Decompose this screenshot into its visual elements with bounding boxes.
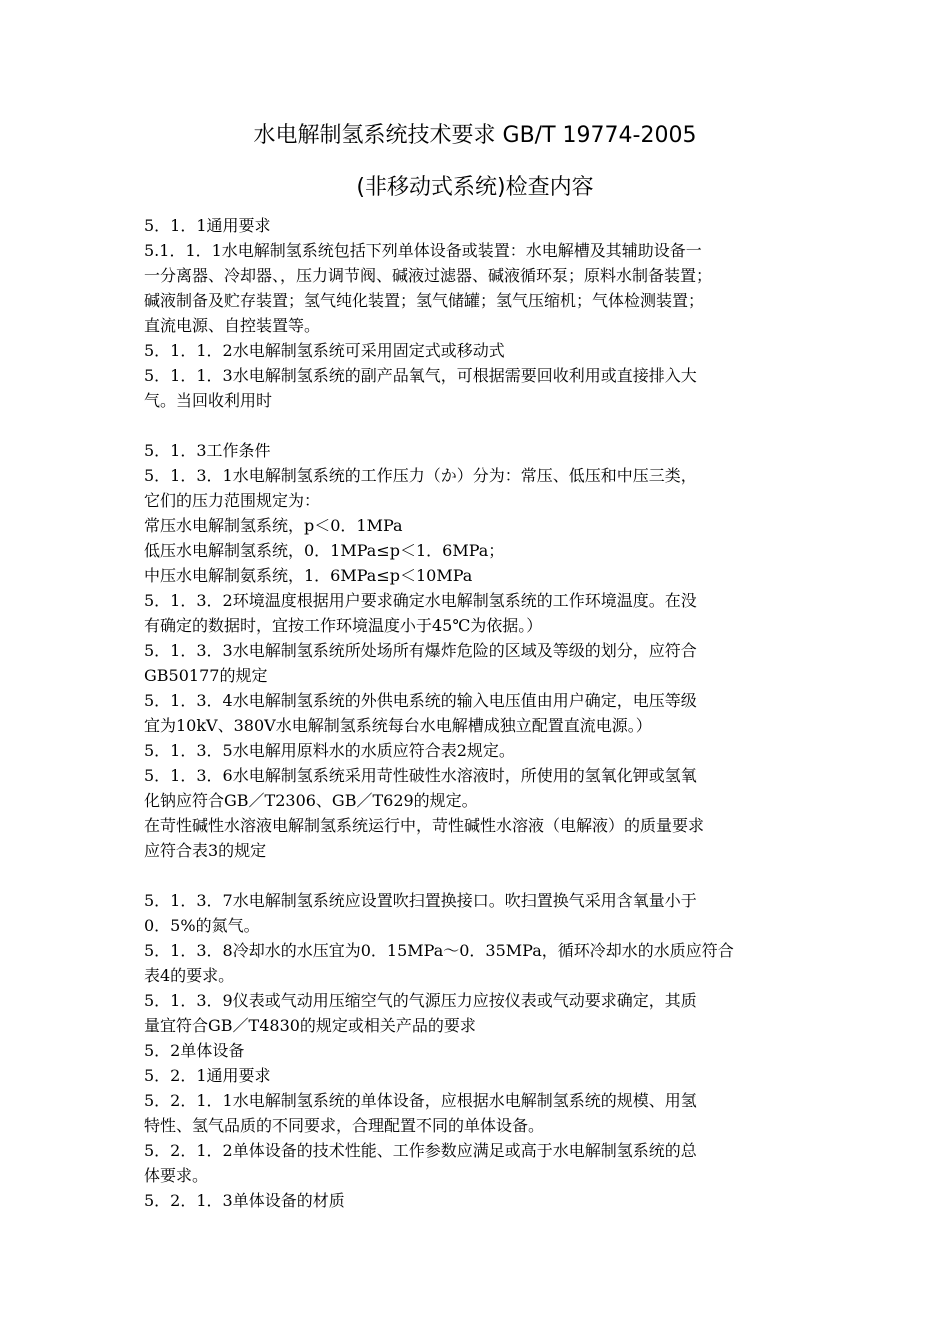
document-subtitle: (非移动式系统)检查内容 [356, 175, 594, 200]
text-line: 5．1．3．2环境温度根据用户要求确定水电解制氢系统的工作环境温度。在没 [144, 591, 697, 610]
document-title: 水电解制氢系统技术要求 GB/T 19774-2005 [253, 123, 697, 148]
text-line: 5．1．3．5水电解用原料水的水质应符合表2规定。 [144, 741, 515, 760]
text-line: 在苛性碱性水溶液电解制氢系统运行中，苛性碱性水溶液（电解液）的质量要求 [144, 816, 705, 835]
text-line: 特性、氢气品质的不同要求，合理配置不同的单体设备。 [144, 1116, 545, 1135]
text-line: 5．1．3工作条件 [144, 441, 271, 460]
text-line: 5．1．3．9仪表或气动用压缩空气的气源压力应按仪表或气动要求确定，其质 [144, 991, 697, 1010]
text-line: 宜为10kV、380V水电解制氢系统每台水电解槽成独立配置直流电源。） [144, 716, 652, 735]
text-line: 表4的要求。 [144, 966, 235, 985]
text-line: 有确定的数据时，宜按工作环境温度小于45℃为依据。） [144, 616, 543, 635]
text-line: 5．2．1．1水电解制氢系统的单体设备，应根据水电解制氢系统的规模、用氢 [144, 1091, 697, 1110]
text-line: 气。当回收利用时 [144, 391, 273, 410]
text-line: 常压水电解制氢系统，p＜0．1MPa [144, 516, 403, 535]
blank-line [144, 413, 812, 438]
text-line: 5．2．1通用要求 [144, 1066, 271, 1085]
text-line: 体要求。 [144, 1166, 209, 1185]
text-line: 一分离器、冷却器、，压力调节阀、碱液过滤器、碱液循环泵；原料水制备装置； [144, 266, 713, 285]
text-line: 5．1．3．1水电解制氢系统的工作压力（か）分为：常压、低压和中压三类， [144, 466, 697, 485]
text-line: 5．1．3．8冷却水的水压宜为0．15MPa～0．35MPa，循环冷却水的水质应符合 [144, 941, 734, 960]
text-line: GB50177的规定 [144, 666, 268, 685]
text-line: 它们的压力范围规定为： [144, 491, 321, 510]
text-line: 5．1．3．6水电解制氢系统采用苛性破性水溶液时，所使用的氢氧化钾或氢氧 [144, 766, 697, 785]
text-line: 5．2单体设备 [144, 1041, 245, 1060]
text-line: 5．1．3．7水电解制氢系统应设置吹扫置换接口。吹扫置换气采用含氧量小于 [144, 891, 697, 910]
text-line: 应符合表3的规定 [144, 841, 267, 860]
text-line: 碱液制备及贮存装置；氢气纯化装置；氢气储罐；氢气压缩机；气体检测装置； [144, 291, 705, 310]
text-line: 化钠应符合GB／T2306、GB／T629的规定。 [144, 791, 478, 810]
text-line: 0．5%的氮气。 [144, 916, 260, 935]
text-line: 5．1．3．3水电解制氢系统所处场所有爆炸危险的区域及等级的划分，应符合 [144, 641, 697, 660]
text-line: 直流电源、自控装置等。 [144, 316, 321, 335]
blank-line [144, 863, 812, 888]
text-line: 5．1．1．2水电解制氢系统可采用固定式或移动式 [144, 341, 505, 360]
text-line: 5．2．1．3单体设备的材质 [144, 1191, 345, 1210]
text-line: 5．1．1通用要求 [144, 216, 271, 235]
text-line: 量宜符合GB／T4830的规定或相关产品的要求 [144, 1016, 476, 1035]
document-body [144, 213, 812, 1213]
text-line: 中压水电解制氨系统，1．6MPa≤p＜10MPa [144, 566, 473, 585]
text-line: 5．2．1．2单体设备的技术性能、工作参数应满足或高于水电解制氢系统的总 [144, 1141, 697, 1160]
text-line: 5．1．1．3水电解制氢系统的副产品氧气，可根据需要回收利用或直接排入大 [144, 366, 697, 385]
text-line: 低压水电解制氢系统，0．1MPa≤p＜1．6MPa； [144, 541, 505, 560]
text-line: 5．1．3．4水电解制氢系统的外供电系统的输入电压值由用户确定，电压等级 [144, 691, 697, 710]
text-line: 5.1．1．1水电解制氢系统包括下列单体设备或装置：水电解槽及其辅助设备一 [144, 241, 702, 260]
